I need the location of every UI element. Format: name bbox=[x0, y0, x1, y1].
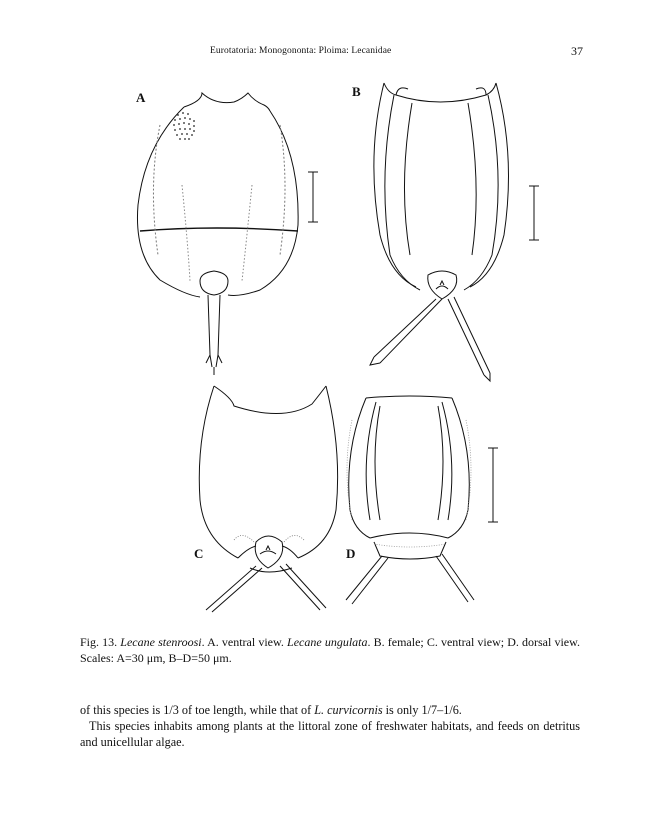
lecane-stenroosi-ventral-drawing bbox=[130, 85, 330, 385]
caption-species-1: Lecane stenroosi bbox=[120, 635, 202, 649]
figure-caption bbox=[80, 634, 580, 666]
lecane-ungulata-female-drawing bbox=[368, 75, 528, 385]
caption-species-2: Lecane ungulata bbox=[287, 635, 368, 649]
paragraph-1-species: L. curvicornis bbox=[314, 703, 383, 717]
paragraph-1 bbox=[80, 702, 580, 718]
lecane-ungulata-ventral-drawing bbox=[194, 380, 354, 610]
lecane-ungulata-dorsal-drawing bbox=[340, 380, 480, 610]
scale-bar-d bbox=[483, 446, 503, 526]
caption-species-2-desc: . B. female; C. ventral view; D. dorsal view. Scales: A=30 μm, B–D=50 μm. bbox=[80, 635, 581, 665]
panel-label-b: B bbox=[352, 84, 361, 99]
panel-label-d: D bbox=[346, 546, 356, 561]
caption-species-1-desc: . A. ventral view. bbox=[201, 635, 284, 649]
scale-bar-a bbox=[303, 170, 323, 230]
scale-bar-b bbox=[524, 184, 544, 244]
panel-label-c: C bbox=[194, 546, 204, 561]
caption-fig-number: Fig. 13. bbox=[80, 635, 118, 649]
paragraph-1-end: is only 1/7–1/6. bbox=[382, 703, 462, 717]
paragraph-2: This species inhabits among plants at the littoral zone of freshwater habitats, and feeds on detritus and unicellular algae. bbox=[80, 719, 580, 749]
figure-13 bbox=[90, 70, 570, 630]
panel-label-a: A bbox=[136, 90, 146, 105]
paragraph-1-start: of this species is 1/3 of toe length, while that of bbox=[80, 703, 315, 717]
page-header bbox=[0, 42, 652, 62]
running-head: Eurotatoria: Monogononta: Ploima: Lecanidae bbox=[210, 46, 392, 56]
page-number: 37 bbox=[571, 44, 583, 58]
body-text bbox=[80, 702, 580, 750]
